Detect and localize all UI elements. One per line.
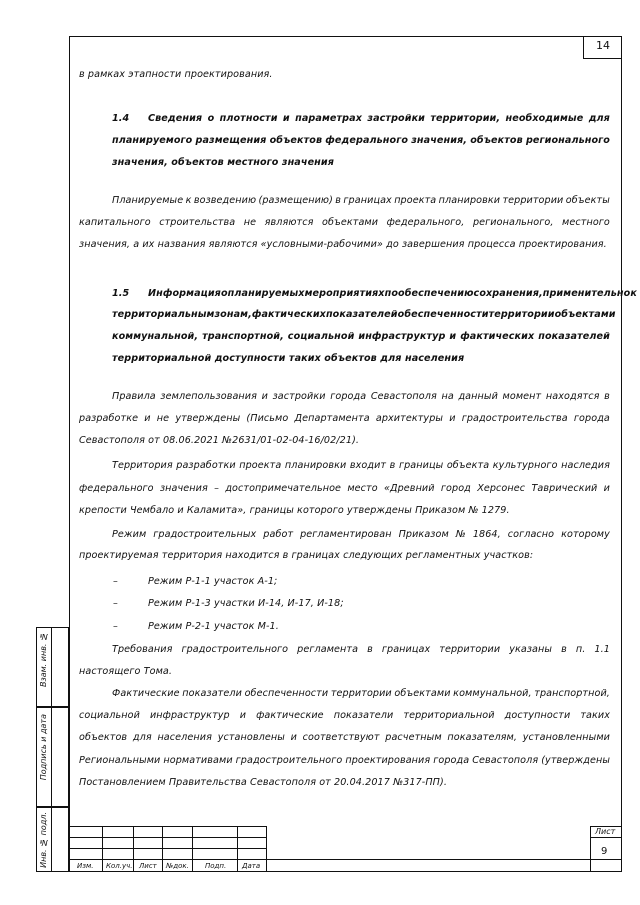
word: коммунальной, <box>112 331 199 342</box>
word: Требования <box>112 644 173 655</box>
para-planned-line1 <box>112 196 610 206</box>
page-number: 14 <box>583 36 622 59</box>
word: границах <box>381 644 431 655</box>
word: в <box>389 460 396 471</box>
word: инфраструктур <box>358 331 446 342</box>
word: показатели <box>333 710 394 721</box>
word: федерального, <box>386 217 465 228</box>
word: Севастополя <box>472 755 539 766</box>
word: границы <box>398 460 444 471</box>
word: момент <box>502 391 542 402</box>
word: обеспечению <box>398 288 474 299</box>
section-1-5-title-line4: территориальной доступности таких объектов для населения <box>112 353 465 364</box>
word: таких <box>580 710 610 721</box>
word: являются <box>264 217 314 228</box>
word: и <box>239 710 247 721</box>
word: к <box>630 288 637 299</box>
section-1-5-title-line2 <box>112 309 616 320</box>
word: показателей <box>538 331 610 342</box>
word: и <box>449 413 456 424</box>
para-indicators-line4 <box>79 756 610 766</box>
tb-col-podp: Подп. <box>205 862 227 870</box>
word: населения <box>157 732 212 743</box>
side-stamp-inv-original <box>36 807 69 872</box>
word: градостроительного <box>235 755 343 766</box>
word: и <box>603 483 610 494</box>
word: регионального <box>525 135 610 146</box>
word: сохранения, <box>473 288 543 299</box>
word: фактические <box>256 710 324 721</box>
word: показатели <box>182 688 242 699</box>
word: город <box>440 483 471 494</box>
word: и <box>282 113 290 124</box>
word: города <box>573 413 610 424</box>
para-rules-line3: Севастополя от 08.06.2021 №2631/01-02-04-16/02/21). <box>79 435 360 446</box>
word: объектов <box>269 135 323 146</box>
word: п. <box>575 644 586 655</box>
word: планируемых <box>227 288 305 299</box>
word: «Древний <box>384 483 435 494</box>
word: 1.1 <box>594 644 610 655</box>
tb-sheet-number: 9 <box>601 846 608 857</box>
side-label-inv-replace: Взам. инв. № <box>39 632 48 687</box>
word: 1864, <box>472 529 501 540</box>
word: территории <box>439 644 501 655</box>
word: обеспеченности <box>244 688 329 699</box>
word: разработки <box>176 460 236 471</box>
word: применительно <box>542 288 631 299</box>
word: необходимые <box>505 113 584 124</box>
word: социальной <box>79 710 140 721</box>
word: о <box>220 288 228 299</box>
side-stamp-inv-replace <box>36 627 69 707</box>
word: в <box>604 391 610 402</box>
para-rules-line2 <box>79 414 610 424</box>
word: границах <box>343 195 392 206</box>
section-1-4-title-line1 <box>148 114 610 124</box>
word: значения <box>159 483 208 494</box>
word: согласно <box>507 529 555 540</box>
word: культурного <box>492 460 558 471</box>
word: города <box>433 755 470 766</box>
word: Планируемые <box>112 195 184 206</box>
word: плотности <box>219 113 278 124</box>
word: установленными <box>522 732 610 743</box>
para-indicators-line5: Постановлением Правительства Севастополя от 20.04.2017 №317-ПП). <box>79 777 447 788</box>
word: – <box>214 483 220 494</box>
para-regime-line2: проектируемая территория находится в границах следующих регламентных участков: <box>79 550 534 561</box>
word: (размещению) <box>258 195 333 206</box>
word: указаны <box>509 644 553 655</box>
word: Департамента <box>294 413 370 424</box>
word: регламентирован <box>300 529 392 540</box>
word: и <box>261 391 268 402</box>
word: работ <box>263 529 294 540</box>
word: объектов <box>470 135 523 146</box>
word: местного <box>562 217 610 228</box>
word: Севастополя <box>370 391 437 402</box>
list-item: Режим Р-1-3 участки И-14, И-17, И-18; <box>148 598 344 609</box>
word: территории <box>330 688 392 699</box>
word: инфраструктур <box>149 710 230 721</box>
word: разработке <box>79 413 139 424</box>
word: транспортной, <box>202 331 284 342</box>
para-requirements-line1 <box>112 645 610 655</box>
para-rules-line1 <box>112 392 610 402</box>
section-1-4-number: 1.4 <box>112 113 130 124</box>
word: параметрах <box>295 113 363 124</box>
word: Региональными <box>79 755 161 766</box>
word: территориальным <box>112 309 215 320</box>
word: которому <box>561 529 610 540</box>
para-territory-line2 <box>79 484 610 494</box>
word: Приказом <box>398 529 449 540</box>
word: в <box>367 644 373 655</box>
word: расчетным <box>385 732 442 743</box>
word: регионального, <box>472 217 554 228</box>
word: соответствуют <box>302 732 380 743</box>
word: место <box>347 483 378 494</box>
word: установлены <box>217 732 285 743</box>
word: к <box>185 195 192 206</box>
section-1-4-title-line2 <box>112 136 610 146</box>
word: Правила <box>112 391 156 402</box>
word: архитектуры <box>375 413 444 424</box>
word: социальной <box>287 331 355 342</box>
word: на <box>441 391 454 402</box>
word: объектами <box>554 309 616 320</box>
side-label-sign-date: Подпись и дата <box>39 714 48 781</box>
word: (утверждены <box>541 755 610 766</box>
word: наследия <box>561 460 610 471</box>
word: градостроительных <box>153 529 257 540</box>
para-indicators-line1 <box>112 689 610 699</box>
side-label-inv-original: Инв. № подл. <box>39 812 48 868</box>
word: строительства <box>159 217 236 228</box>
word: объекта <box>446 460 490 471</box>
word: о <box>207 113 215 124</box>
list-dash: – <box>113 598 118 609</box>
word: и <box>449 331 457 342</box>
para-planned-line2 <box>79 218 610 228</box>
word: территории <box>488 309 555 320</box>
word: регламента <box>297 644 359 655</box>
word: показателей <box>325 309 398 320</box>
section-1-5-title-line1 <box>148 288 637 299</box>
word: объектов <box>79 732 128 743</box>
word: фактических <box>460 331 535 342</box>
word: показателям, <box>447 732 518 743</box>
word: объекты <box>565 195 610 206</box>
word: планировки <box>284 460 347 471</box>
para-requirements-line2: настоящего Тома. <box>79 666 173 677</box>
word: фактических <box>251 309 326 320</box>
word: размещения <box>195 135 267 146</box>
word: объектами <box>322 217 379 228</box>
word: землепользования <box>160 391 258 402</box>
para-territory-line1 <box>112 461 610 471</box>
word: в <box>561 644 567 655</box>
word: коммунальной, <box>453 688 532 699</box>
list-item: Режим Р-2-1 участок М-1. <box>148 621 279 632</box>
word: Режим <box>112 529 147 540</box>
word: входит <box>349 460 387 471</box>
word: города <box>330 391 367 402</box>
para-planned-line3: значения, а их названия являются «условными-рабочими» до завершения процесса проектирования. <box>79 239 607 250</box>
word: объектами <box>394 688 451 699</box>
word: и <box>144 413 151 424</box>
word: территории, <box>430 113 501 124</box>
intro-line: в рамках этапности проектирования. <box>79 69 273 80</box>
word: Таврический <box>531 483 598 494</box>
word: застройки <box>272 391 326 402</box>
word: Территория <box>112 460 173 471</box>
word: зонам, <box>214 309 252 320</box>
word: по <box>384 288 399 299</box>
word: территориальной <box>403 710 495 721</box>
word: федерального <box>79 483 154 494</box>
tb-col-ndok: №док. <box>166 862 189 870</box>
word: планируемого <box>112 135 193 146</box>
tb-col-data: Дата <box>242 862 261 870</box>
list-dash: – <box>113 621 118 632</box>
word: застройки <box>367 113 426 124</box>
word: нормативами <box>163 755 233 766</box>
word: Херсонес <box>477 483 526 494</box>
word: планировки <box>438 195 501 206</box>
side-stamp-sign-date <box>36 707 69 807</box>
word: для <box>588 113 610 124</box>
tb-col-list: Лист <box>139 862 157 870</box>
word: значения, <box>411 135 468 146</box>
tb-sheet-label: Лист <box>595 827 616 836</box>
para-indicators-line2 <box>79 711 610 721</box>
word: федерального <box>325 135 409 146</box>
word: капитального <box>79 217 151 228</box>
list-item: Режим Р-1-1 участок А-1; <box>148 576 278 587</box>
word: доступности <box>504 710 571 721</box>
tb-col-izm: Изм. <box>77 862 94 870</box>
section-1-4-title-line3: значения, объектов местного значения <box>112 157 334 168</box>
word: (Письмо <box>246 413 289 424</box>
word: Фактические <box>112 688 180 699</box>
word: утверждены <box>175 413 241 424</box>
para-territory-line3: крепости Чембало и Каламита», границы которого утверждены Приказом № 1279. <box>79 505 510 516</box>
section-1-5-title-line3 <box>112 332 610 342</box>
word: находятся <box>545 391 600 402</box>
word: проектирования <box>345 755 431 766</box>
word: и <box>290 732 297 743</box>
word: проекта <box>239 460 282 471</box>
word: № <box>455 529 466 540</box>
word: градостроительства <box>461 413 568 424</box>
word: территории <box>502 195 564 206</box>
para-indicators-line3 <box>79 733 610 743</box>
word: не <box>156 413 170 424</box>
word: для <box>132 732 152 743</box>
title-block <box>69 826 622 872</box>
word: проекта <box>394 195 437 206</box>
word: данный <box>458 391 498 402</box>
word: Сведения <box>148 113 203 124</box>
word: возведению <box>193 195 257 206</box>
word: достопримечательное <box>225 483 342 494</box>
section-1-5-number: 1.5 <box>112 288 130 299</box>
word: транспортной, <box>534 688 610 699</box>
para-regime-line1 <box>112 530 610 540</box>
word: мероприятиях <box>304 288 385 299</box>
word: Информация <box>148 288 221 299</box>
tb-col-kolich: Кол.уч. <box>106 862 133 870</box>
word: в <box>335 195 342 206</box>
word: обеспеченности <box>397 309 489 320</box>
word: не <box>243 217 257 228</box>
list-dash: – <box>113 576 118 587</box>
word: градостроительного <box>181 644 289 655</box>
